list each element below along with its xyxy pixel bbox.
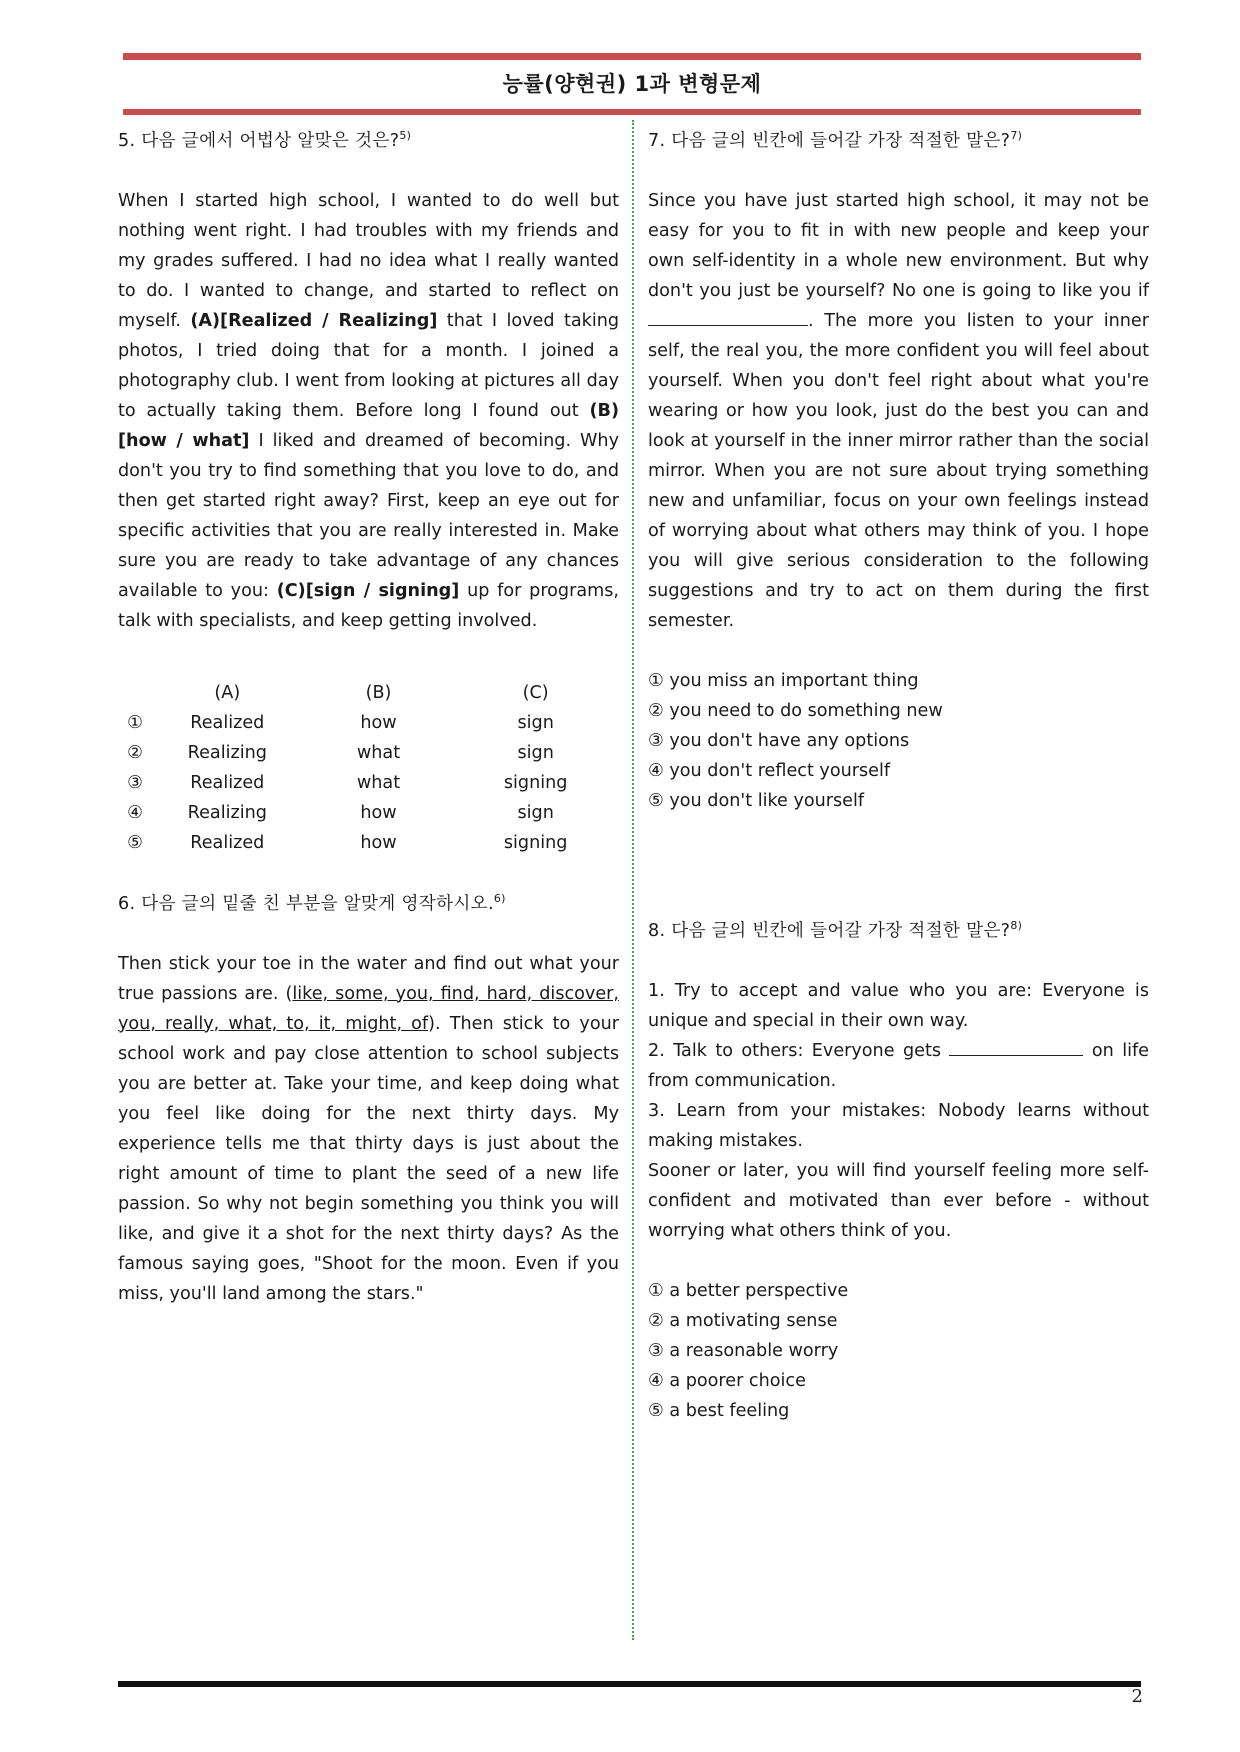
question-prompt: 다음 글의 밑줄 친 부분을 알맞게 영작하시오. [141, 893, 494, 914]
answer-choice-table [120, 678, 619, 858]
question-number: 7. [648, 130, 666, 151]
table-row[interactable]: ② Realizing what sign [127, 742, 554, 763]
right-column [648, 121, 1149, 1426]
table-row[interactable]: ③ Realized what signing [127, 772, 568, 793]
left-column [118, 121, 619, 1309]
table-header: (A) [214, 682, 241, 703]
answer-option[interactable]: ④ a poorer choice [648, 1370, 806, 1391]
answer-option[interactable]: ① a better perspective [648, 1280, 849, 1301]
question-number: 6. [118, 893, 136, 914]
answer-blank [949, 1037, 1083, 1056]
question-number: 5. [118, 130, 136, 151]
answer-option[interactable]: ③ you don't have any options [648, 730, 910, 751]
question-prompt: 다음 글에서 어법상 알맞은 것은? [141, 130, 400, 151]
answer-option[interactable]: ⑤ you don't like yourself [648, 790, 865, 811]
question-8-options [648, 1276, 1149, 1426]
table-row[interactable]: ① Realized how sign [127, 712, 554, 733]
question-7-heading [648, 121, 1149, 156]
question-5-heading [118, 121, 619, 156]
table-header: (C) [522, 682, 549, 703]
page-number: 2 [1131, 1686, 1143, 1707]
column-divider [632, 120, 634, 1640]
table-header: (B) [365, 682, 392, 703]
answer-option[interactable]: ③ a reasonable worry [648, 1340, 839, 1361]
page-title: 능률(양현권) 1과 변형문제 [502, 72, 762, 96]
question-5-passage: When I started high school, I wanted to do well but nothing went right. I had troubles with my friends and my grades suffered. I had no idea what I really wanted to do. I wanted to change, and started to reflect on myself. (A)[Realized / Realizing] that I loved taking photos, I tried doing that for a month. I joined a photography club. I went from looking at pictures all day to actually taking them. Before long I found out (B)[how / what] I liked and dreamed of becoming. Why don't you try to find something that you love to do, and then get started right away? First, keep an eye out for specific activities that you are really interested in. Make sure you are ready to take advantage of any chances available to you: (C)[sign / signing] up for programs, talk with specialists, and keep getting involved. [118, 190, 620, 631]
footnote-marker: 6) [493, 891, 506, 905]
footnote-marker: 5) [399, 129, 412, 142]
answer-option[interactable]: ② you need to do something new [648, 700, 943, 721]
choice-b-bracket: (B)[how / what] [118, 400, 620, 451]
question-prompt: 다음 글의 빈칸에 들어갈 가장 적절한 말은? [671, 920, 1011, 941]
question-6-passage: Then stick your toe in the water and find out what your true passions are. (like, some, you, find, hard, discover, you, really, what, to, it, might, of). Then stick to your school work and pay close attention to school subjects you are better at. Take your time, and keep doing what you feel like doing for the next thirty days. My experience tells me that thirty days is just about the right amount of time to plant the seed of a new life passion. So why not begin something you think you will like, and give it a shot for the next thirty days? As the famous saying goes, "Shoot for the moon. Even if you miss, you'll land among the stars." [118, 953, 619, 1304]
answer-option[interactable]: ② a motivating sense [648, 1310, 838, 1331]
footnote-marker: 7) [1010, 129, 1023, 142]
answer-option[interactable]: ④ you don't reflect yourself [648, 760, 891, 781]
answer-blank [648, 307, 808, 326]
question-7-options [648, 666, 1149, 816]
table-row[interactable]: ⑤ Realized how signing [127, 832, 568, 853]
question-number: 8. [648, 920, 666, 941]
question-prompt: 다음 글의 빈칸에 들어갈 가장 적절한 말은? [671, 130, 1011, 151]
footer-rule [118, 1681, 1141, 1687]
question-7-passage: Since you have just started high school, it may not be easy for you to fit in with new people and keep your own self-identity in a whole new environment. But why don't you just be yourself? No one is going to like you if . The more you listen to your inner self, the real you, the more confident you will feel about yourself. When you don't feel right about what you're wearing or how you look, just do the best you can and look at yourself in the inner mirror rather than the social mirror. When you are not sure about trying something new and unfamiliar, focus on your own feelings instead of worrying about what others may think of you. I hope you will give serious consideration to the following suggestions and try to act on them during the first semester. [648, 190, 1149, 631]
table-row[interactable]: ④ Realizing how sign [127, 802, 554, 823]
choice-a-bracket: (A)[Realized / Realizing] [190, 310, 438, 331]
header-bottom-rule [123, 109, 1141, 115]
underlined-word-list: like, some, you, find, hard, discover, you, really, what, to, it, might, of [118, 983, 619, 1034]
question-8-heading [648, 911, 1149, 946]
choice-c-bracket: (C)[sign / signing] [276, 580, 460, 601]
footnote-marker: 8) [1010, 918, 1023, 932]
question-6-heading [118, 884, 619, 919]
header-top-rule [123, 53, 1141, 60]
table-header-row [120, 678, 619, 708]
question-8-passage: 1. Try to accept and value who you are: Everyone is unique and special in their own way. 2. Talk to others: Everyone gets on life from communication. 3. Learn from your mistakes: Nobody learns without making mistakes. Sooner or later, you will find yourself feeling more self-confident and motivated than ever before - without worrying what others think of you. [648, 980, 1149, 1241]
answer-option[interactable]: ① you miss an important thing [648, 670, 919, 691]
answer-option[interactable]: ⑤ a best feeling [648, 1400, 790, 1421]
